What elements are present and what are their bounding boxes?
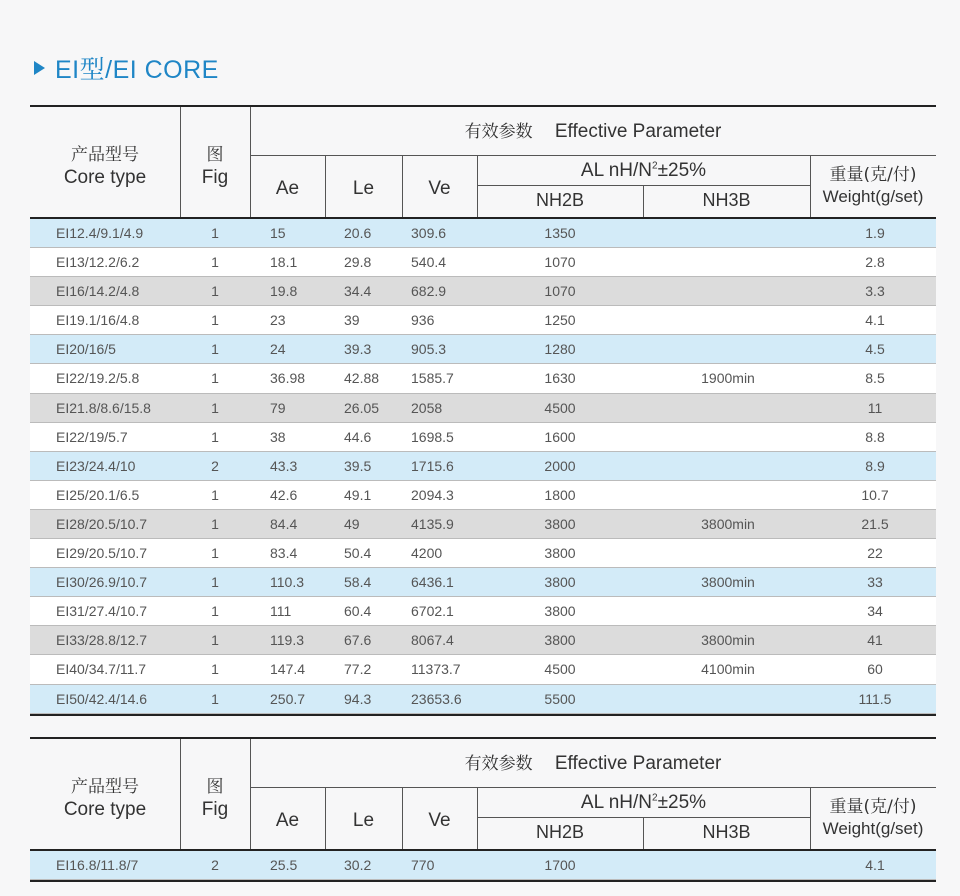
section-title-text: EI型/EI CORE	[55, 56, 219, 84]
core-table-1	[30, 105, 936, 716]
table-row	[30, 248, 936, 277]
le-header: Le	[352, 178, 375, 199]
cell-core-type: EI13/12.2/6.2	[56, 254, 140, 271]
cell-ae: 250.7	[270, 690, 306, 707]
cell-le: 39.3	[344, 341, 372, 358]
cell-fig: 1	[211, 370, 219, 387]
cell-fig: 1	[211, 254, 219, 271]
cell-weight: 34	[867, 603, 883, 620]
cell-ae: 24	[270, 341, 286, 358]
cell-fig: 1	[211, 603, 219, 620]
cell-le: 34.4	[344, 283, 372, 300]
table-row	[30, 364, 936, 393]
cell-ve: 770	[411, 857, 435, 873]
section-title	[34, 50, 219, 86]
cell-core-type: EI50/42.4/14.6	[56, 690, 148, 707]
cell-core-type: EI12.4/9.1/4.9	[56, 225, 144, 241]
cell-ae: 23	[270, 312, 286, 329]
table-row	[30, 306, 936, 335]
cell-nh2b: 1700	[544, 857, 576, 873]
cell-le: 49	[344, 515, 360, 532]
cell-nh2b: 1070	[544, 254, 576, 271]
cell-nh2b: 4500	[544, 399, 576, 416]
cell-ve: 4135.9	[411, 515, 454, 532]
cell-weight: 2.8	[865, 254, 885, 271]
cell-core-type: EI19.1/16/4.8	[56, 312, 140, 329]
table-row	[30, 626, 936, 655]
cell-weight: 41	[867, 632, 883, 649]
le-header: Le	[352, 810, 375, 831]
cell-ve: 2094.3	[411, 486, 454, 503]
fig-header: 图 Fig	[201, 145, 229, 189]
cell-nh2b: 1600	[544, 428, 576, 445]
cell-core-type: EI16/14.2/4.8	[56, 283, 140, 300]
cell-nh2b: 1280	[544, 341, 576, 358]
triangle-bullet-icon	[34, 61, 45, 75]
cell-fig: 1	[211, 399, 219, 416]
cell-ve: 682.9	[411, 283, 447, 300]
cell-ve: 23653.6	[411, 690, 462, 707]
cell-le: 94.3	[344, 690, 372, 707]
cell-fig: 1	[211, 690, 219, 707]
table-row	[30, 394, 936, 423]
cell-fig: 1	[211, 632, 219, 649]
cell-ae: 15	[270, 225, 286, 241]
cell-le: 39.5	[344, 457, 372, 474]
ae-header: Ae	[275, 810, 300, 831]
cell-fig: 2	[211, 457, 219, 474]
cell-weight: 3.3	[865, 283, 885, 300]
cell-nh3b: 3800min	[701, 515, 755, 532]
cell-ve: 936	[411, 312, 435, 329]
cell-nh2b: 1630	[544, 370, 576, 387]
cell-ae: 42.6	[270, 486, 298, 503]
cell-weight: 1.9	[865, 225, 885, 241]
cell-le: 50.4	[344, 545, 372, 562]
cell-nh2b: 1350	[544, 225, 576, 241]
cell-nh2b: 3800	[544, 632, 576, 649]
cell-core-type: EI21.8/8.6/15.8	[56, 399, 151, 416]
cell-ae: 36.98	[270, 370, 306, 387]
cell-weight: 4.5	[865, 341, 885, 358]
cell-nh2b: 3800	[544, 515, 576, 532]
cell-core-type: EI29/20.5/10.7	[56, 545, 148, 562]
table-row	[30, 452, 936, 481]
table-row	[30, 851, 936, 880]
core-type-header: 产品型号 Core type	[63, 777, 147, 821]
cell-fig: 1	[211, 312, 219, 329]
cell-ae: 111	[270, 603, 292, 620]
cell-le: 29.8	[344, 254, 372, 271]
cell-core-type: EI16.8/11.8/7	[56, 857, 139, 873]
cell-fig: 1	[211, 486, 219, 503]
cell-weight: 33	[867, 574, 883, 591]
al-header: AL $nH/N^2\pm 25\%$	[580, 792, 707, 813]
cell-ae: 119.3	[270, 632, 304, 649]
core-table-2	[30, 737, 936, 882]
table-row	[30, 655, 936, 684]
cell-ve: 1715.6	[411, 457, 454, 474]
nh2b-header: NH2B	[535, 190, 584, 210]
cell-le: 49.1	[344, 486, 372, 503]
cell-le: 44.6	[344, 428, 372, 445]
cell-nh3b: 3800min	[701, 632, 755, 649]
cell-fig: 1	[211, 545, 219, 562]
cell-ae: 19.8	[270, 283, 298, 300]
table-row	[30, 219, 936, 248]
cell-nh2b: 3800	[544, 574, 576, 591]
cell-core-type: EI30/26.9/10.7	[56, 574, 148, 591]
table-body	[30, 851, 936, 880]
table-row	[30, 685, 936, 714]
cell-core-type: EI20/16/5	[56, 341, 116, 358]
cell-le: 67.6	[344, 632, 372, 649]
cell-weight: 8.8	[865, 428, 885, 445]
cell-fig: 1	[211, 574, 219, 591]
cell-core-type: EI22/19/5.7	[56, 428, 128, 445]
table-row	[30, 510, 936, 539]
table-row	[30, 481, 936, 510]
nh2b-header: NH2B	[535, 822, 584, 842]
cell-ae: 110.3	[270, 574, 304, 591]
cell-weight: 60	[867, 661, 883, 678]
cell-le: 30.2	[344, 857, 372, 873]
cell-core-type: EI23/24.4/10	[56, 457, 136, 474]
cell-le: 20.6	[344, 225, 372, 241]
cell-nh2b: 1070	[544, 283, 576, 300]
cell-le: 42.88	[344, 370, 380, 387]
cell-core-type: EI22/19.2/5.8	[56, 370, 140, 387]
cell-fig: 1	[211, 225, 219, 241]
cell-fig: 1	[211, 283, 219, 300]
table-row	[30, 277, 936, 306]
cell-weight: 10.7	[861, 486, 889, 503]
cell-weight: 11	[867, 399, 883, 416]
cell-core-type: EI31/27.4/10.7	[56, 603, 148, 620]
cell-nh2b: 1800	[544, 486, 576, 503]
effective-parameter-header: 有效参数 Effective Parameter	[464, 753, 722, 774]
cell-fig: 1	[211, 341, 219, 358]
cell-le: 77.2	[344, 661, 372, 678]
cell-nh2b: 5500	[544, 690, 576, 707]
al-header: AL $nH/N^2\pm 25\%$	[580, 160, 707, 181]
core-type-header: 产品型号 Core type	[63, 145, 147, 189]
cell-ve: 540.4	[411, 254, 447, 271]
ae-header: Ae	[275, 178, 300, 199]
cell-nh3b: 1900min	[701, 370, 755, 387]
cell-ae: 43.3	[270, 457, 298, 474]
cell-le: 26.05	[344, 399, 380, 416]
cell-ae: 84.4	[270, 515, 298, 532]
cell-weight: 22	[867, 545, 883, 562]
cell-ae: 38	[270, 428, 286, 445]
cell-fig: 2	[211, 857, 219, 873]
cell-nh2b: 1250	[544, 312, 576, 329]
cell-fig: 1	[211, 661, 219, 678]
table-header	[30, 737, 936, 851]
effective-parameter-header: 有效参数 Effective Parameter	[464, 121, 722, 142]
ve-header: Ve	[428, 810, 451, 831]
cell-weight: 21.5	[861, 515, 889, 532]
cell-ve: 6702.1	[411, 603, 454, 620]
cell-ae: 18.1	[270, 254, 298, 271]
weight-header: 重量(克/付) Weight(g/set)	[822, 165, 924, 207]
cell-ve: 905.3	[411, 341, 447, 358]
table-row	[30, 423, 936, 452]
cell-ve: 1585.7	[411, 370, 454, 387]
cell-core-type: EI28/20.5/10.7	[56, 515, 148, 532]
cell-core-type: EI25/20.1/6.5	[56, 486, 140, 503]
nh3b-header: NH3B	[702, 190, 751, 210]
cell-core-type: EI33/28.8/12.7	[56, 632, 148, 649]
cell-le: 39	[344, 312, 360, 329]
cell-ve: 11373.7	[411, 661, 461, 678]
cell-fig: 1	[211, 428, 219, 445]
cell-core-type: EI40/34.7/11.7	[56, 661, 147, 678]
cell-nh3b: 4100min	[701, 661, 755, 678]
cell-weight: 4.1	[865, 312, 885, 329]
cell-ae: 147.4	[270, 661, 306, 678]
cell-le: 58.4	[344, 574, 372, 591]
nh3b-header: NH3B	[702, 822, 751, 842]
cell-ve: 309.6	[411, 225, 447, 241]
cell-ae: 25.5	[270, 857, 298, 873]
cell-ae: 79	[270, 399, 286, 416]
table-row	[30, 597, 936, 626]
cell-weight: 111.5	[858, 690, 892, 707]
cell-nh2b: 4500	[544, 661, 576, 678]
cell-weight: 8.5	[865, 370, 885, 387]
cell-ve: 4200	[411, 545, 443, 562]
cell-ve: 8067.4	[411, 632, 454, 649]
cell-nh3b: 3800min	[701, 574, 755, 591]
cell-weight: 8.9	[865, 457, 885, 474]
cell-ae: 83.4	[270, 545, 298, 562]
cell-weight: 4.1	[865, 857, 885, 873]
table-row	[30, 539, 936, 568]
table-row	[30, 335, 936, 364]
fig-header: 图 Fig	[201, 777, 229, 821]
table-row	[30, 568, 936, 597]
cell-le: 60.4	[344, 603, 372, 620]
cell-nh2b: 3800	[544, 603, 576, 620]
table-body	[30, 219, 936, 714]
cell-ve: 1698.5	[411, 428, 454, 445]
cell-nh2b: 2000	[544, 457, 576, 474]
ve-header: Ve	[428, 178, 451, 199]
cell-nh2b: 3800	[544, 545, 576, 562]
cell-ve: 2058	[411, 399, 443, 416]
cell-fig: 1	[211, 515, 219, 532]
weight-header: 重量(克/付) Weight(g/set)	[822, 797, 924, 839]
cell-ve: 6436.1	[411, 574, 454, 591]
table-header	[30, 105, 936, 219]
